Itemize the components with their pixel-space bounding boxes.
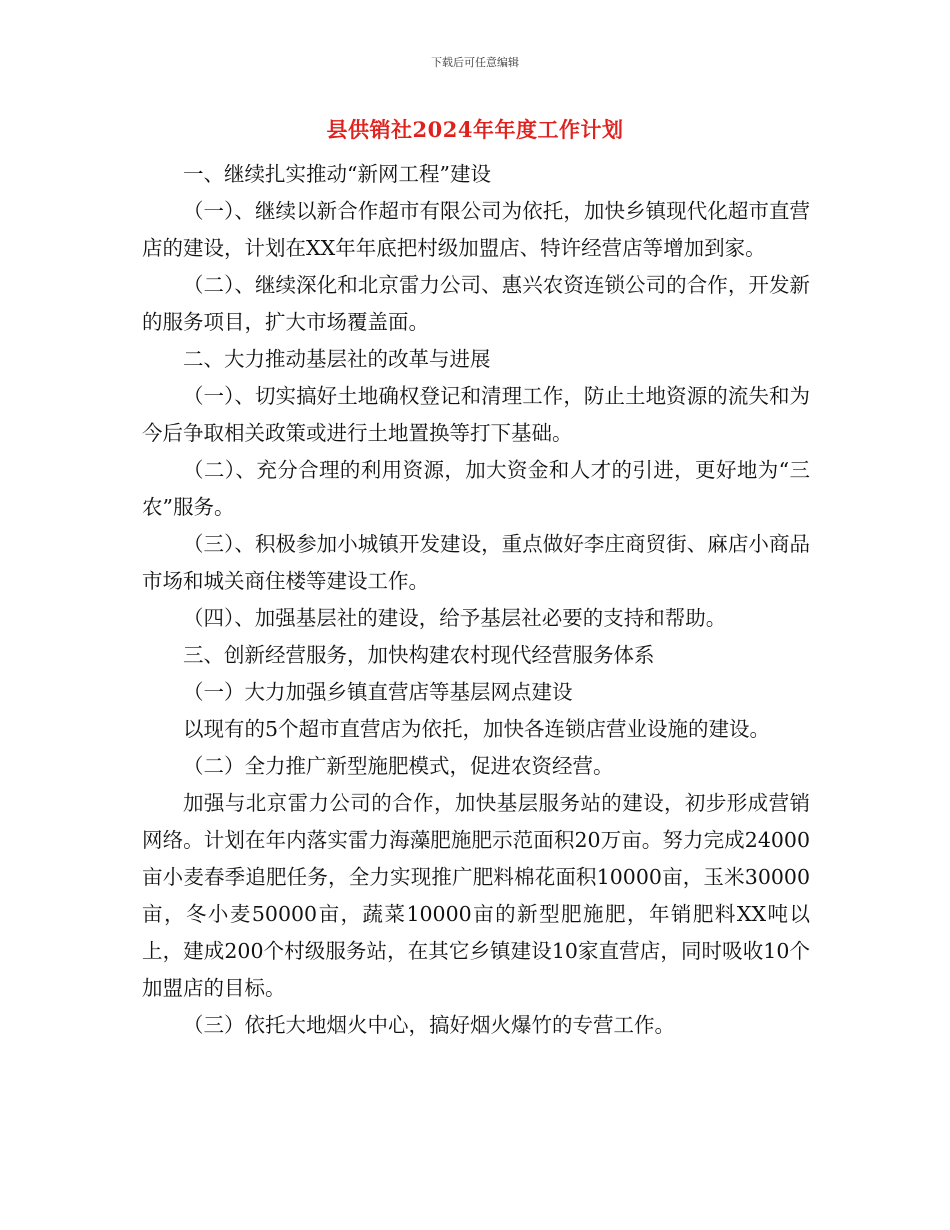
- paragraph: （二）、充分合理的利用资源，加大资金和人才的引进，更好地为“三农”服务。: [142, 458, 810, 519]
- paragraph: （三）、积极参加小城镇开发建设，重点做好李庄商贸街、麻店小商品市场和城关商住楼等建设工作。: [142, 532, 810, 593]
- paragraph: （一）、继续以新合作超市有限公司为依托，加快乡镇现代化超市直营店的建设，计划在XX年年底把村级加盟店、特许经营店等增加到家。: [142, 199, 810, 260]
- section-heading-1: 一、继续扎实推动“新网工程”建设: [183, 162, 491, 186]
- document-title: 县供销社2024年年度工作计划: [326, 117, 624, 142]
- subsection-heading: （一）大力加强乡镇直营店等基层网点建设: [183, 680, 573, 704]
- document-body: [142, 156, 810, 1044]
- header-note: 下载后可任意编辑: [431, 56, 519, 69]
- paragraph: （四）、加强基层社的建设，给予基层社必要的支持和帮助。: [183, 606, 727, 630]
- paragraph: 加强与北京雷力公司的合作，加快基层服务站的建设，初步形成营销网络。计划在年内落实雷力海藻肥施肥示范面积20万亩。努力完成24000亩小麦春季追肥任务，全力实现推广肥料棉花面积10000亩，玉米30000亩，冬小麦50000亩，蔬菜10000亩的新型肥施肥，年销肥料XX吨以上，建成200个村级服务站，在其它乡镇建设10家直营店，同时吸收10个加盟店的目标。: [142, 791, 810, 1000]
- section-heading-2: 二、大力推动基层社的改革与进展: [183, 347, 491, 371]
- paragraph: 以现有的5个超市直营店为依托，加快各连锁店营业设施的建设。: [183, 717, 771, 741]
- subsection-heading: （三）依托大地烟火中心，搞好烟火爆竹的专营工作。: [183, 1013, 675, 1037]
- section-heading-3: 三、创新经营服务，加快构建农村现代经营服务体系: [183, 643, 655, 667]
- subsection-heading: （二）全力推广新型施肥模式，促进农资经营。: [183, 754, 614, 778]
- paragraph: （一）、切实搞好土地确权登记和清理工作，防止土地资源的流失和为今后争取相关政策或进行土地置换等打下基础。: [142, 384, 810, 445]
- paragraph: （二）、继续深化和北京雷力公司、惠兴农资连锁公司的合作，开发新的服务项目，扩大市场覆盖面。: [142, 273, 810, 334]
